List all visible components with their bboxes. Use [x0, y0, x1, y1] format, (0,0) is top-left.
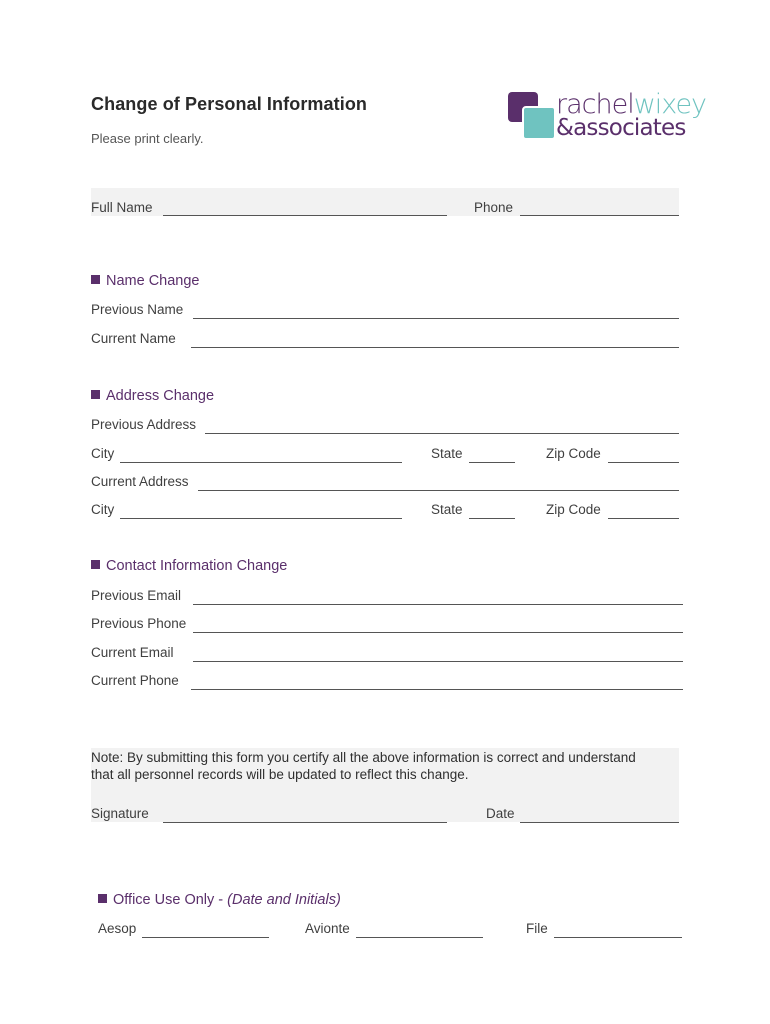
previous-city-field[interactable] — [120, 462, 402, 463]
page-subtitle: Please print clearly. — [91, 131, 204, 146]
previous-phone-field[interactable] — [193, 632, 683, 633]
previous-name-label: Previous Name — [91, 302, 184, 317]
certification-note-line2: that all personnel records will be updated to reflect this change. — [91, 767, 469, 782]
previous-email-label: Previous Email — [91, 588, 182, 603]
current-zip-label: Zip Code — [546, 502, 601, 517]
phone-field[interactable] — [520, 215, 679, 216]
previous-state-label: State — [431, 446, 463, 461]
logo-text-wixey: wixey — [633, 89, 707, 120]
previous-zip-label: Zip Code — [546, 446, 601, 461]
name-change-heading — [91, 273, 200, 289]
certification-note-line1: Note: By submitting this form you certify all the above information is correct and understand — [91, 750, 636, 765]
previous-address-label: Previous Address — [91, 417, 197, 432]
certification-note — [91, 749, 679, 783]
contact-change-heading-text: Contact Information Change — [106, 558, 288, 574]
file-label: File — [526, 921, 548, 936]
previous-city-label: City — [91, 446, 115, 461]
current-address-field[interactable] — [198, 490, 679, 491]
square-bullet-icon — [91, 560, 100, 569]
logo-text-rachel: rachel — [556, 89, 634, 120]
current-address-label: Current Address — [91, 474, 189, 489]
address-change-heading-text: Address Change — [106, 388, 215, 404]
contact-change-heading — [91, 558, 287, 574]
office-use-heading-note: (Date and Initials) — [227, 892, 341, 908]
logo-text-associates: &associates — [556, 115, 686, 141]
company-logo — [508, 89, 707, 142]
date-field[interactable] — [520, 822, 679, 823]
signature-label: Signature — [91, 806, 149, 821]
address-change-heading — [91, 388, 214, 404]
full-name-label: Full Name — [91, 200, 153, 215]
page-title: Change of Personal Information — [91, 94, 368, 114]
previous-email-field[interactable] — [193, 604, 683, 605]
aesop-label: Aesop — [98, 921, 137, 936]
current-city-label: City — [91, 502, 115, 517]
square-bullet-icon — [98, 894, 107, 903]
current-state-field[interactable] — [469, 518, 515, 519]
full-name-field[interactable] — [163, 215, 447, 216]
personal-info-row — [91, 188, 679, 216]
office-use-heading — [98, 892, 341, 908]
current-phone-field[interactable] — [191, 689, 683, 690]
phone-label: Phone — [474, 200, 514, 215]
date-label: Date — [486, 806, 515, 821]
avionte-field[interactable] — [356, 937, 483, 938]
current-state-label: State — [431, 502, 463, 517]
previous-zip-field[interactable] — [608, 462, 679, 463]
current-phone-label: Current Phone — [91, 673, 179, 688]
current-email-label: Current Email — [91, 645, 174, 660]
avionte-label: Avionte — [305, 921, 350, 936]
file-field[interactable] — [554, 937, 682, 938]
current-name-label: Current Name — [91, 331, 176, 346]
square-bullet-icon — [91, 390, 100, 399]
name-change-heading-text: Name Change — [106, 273, 200, 289]
current-city-field[interactable] — [120, 518, 402, 519]
previous-phone-label: Previous Phone — [91, 616, 187, 631]
logo-mark-icon — [508, 92, 554, 138]
current-zip-field[interactable] — [608, 518, 679, 519]
square-bullet-icon — [91, 275, 100, 284]
previous-address-field[interactable] — [205, 433, 679, 434]
office-use-heading-text: Office Use Only - — [113, 892, 228, 908]
aesop-field[interactable] — [142, 937, 269, 938]
current-email-field[interactable] — [193, 661, 683, 662]
previous-name-field[interactable] — [193, 318, 679, 319]
current-name-field[interactable] — [191, 347, 679, 348]
previous-state-field[interactable] — [469, 462, 515, 463]
signature-field[interactable] — [163, 822, 447, 823]
